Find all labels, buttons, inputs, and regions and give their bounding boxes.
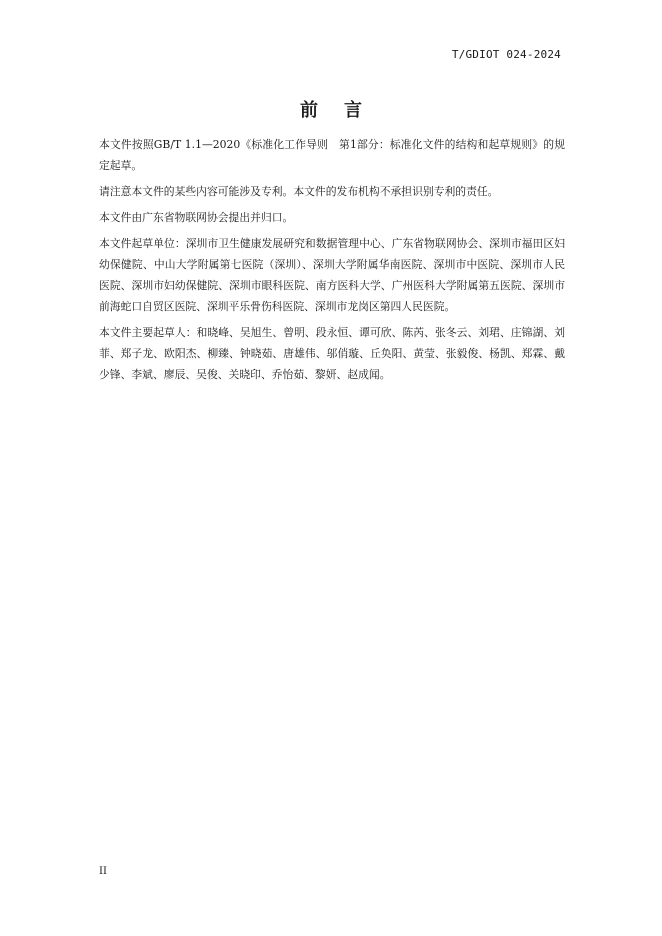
paragraph-patent-notice: 请注意本文件的某些内容可能涉及专利。本文件的发布机构不承担识别专利的责任。 (99, 185, 499, 198)
paragraph-proposer: 本文件由广东省物联网协会提出并归口。 (99, 211, 294, 224)
paragraph-drafting-rules: 本文件按照GB/T 1.1—2020《标准化工作导则 第1部分：标准化文件的结构和起草规则》的规定起草。 (99, 138, 565, 172)
page-title: 前言 (300, 100, 388, 121)
paragraph-drafting-units: 本文件起草单位：深圳市卫生健康发展研究和数据管理中心、广东省物联网协会、深圳市福田区妇幼保健院、中山大学附属第七医院（深圳）、深圳大学附属华南医院、深圳市中医院、深圳市人民医院、深圳市妇幼保健院、深圳市眼科医院、南方医科大学、广州医科大学附属第五医院、深圳市前海蛇口自贸区医院、深圳平乐骨伤科医院、深圳市龙岗区第四人民医院。 (99, 237, 565, 313)
paragraph-drafters: 本文件主要起草人：和晓峰、吴旭生、曾明、段永恒、谭可欣、陈芮、张冬云、刘珺、庄锦湖、刘菲、郑子龙、欧阳杰、柳臻、钟晓茹、唐雄伟、邬俏璇、丘奂阳、黄莹、张毅俊、杨凯、郑霖、戴少锋、李斌、廖辰、吴俊、关晓印、乔怡茹、黎妍、赵成闻。 (99, 326, 565, 381)
page-number: II (99, 866, 107, 877)
document-body (99, 134, 565, 390)
document-id: T/GDIOT 024-2024 (451, 48, 561, 61)
